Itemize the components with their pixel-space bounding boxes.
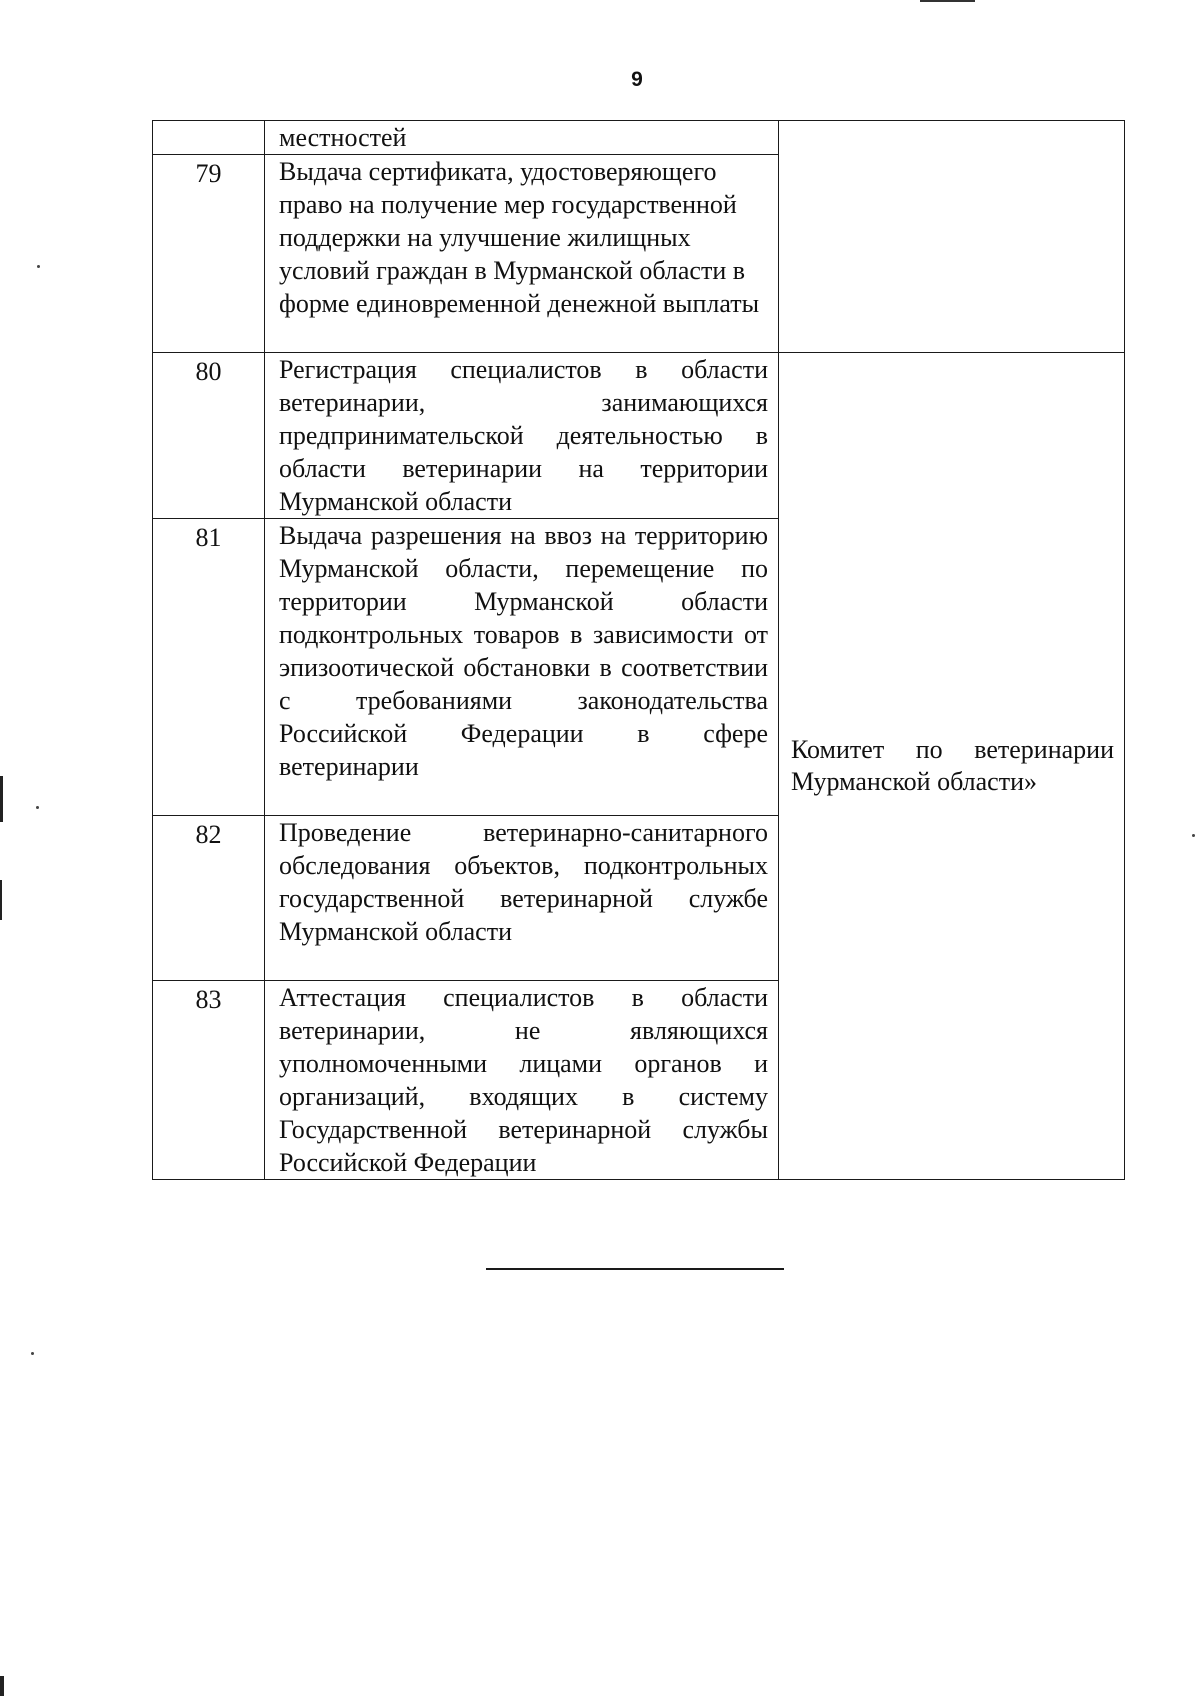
row-number: 81 [153, 519, 265, 816]
service-name: Аттестация специалистов в области ветеринарии, не являющихся уполномоченными лицами органов и организаций, входящих в систему Государственной ветеринарной службы Российской Федерации [265, 981, 779, 1180]
service-name: местностей [265, 121, 779, 155]
scan-speck [1192, 834, 1195, 837]
row-number: 82 [153, 816, 265, 981]
row-number: 80 [153, 353, 265, 519]
service-name: Выдача разрешения на ввоз на территорию Мурманской области, перемещение по территории Мурманской области подконтрольных товаров в зависимости от эпизоотической обстановки в соответствии с требованиями законодательства Российской Федерации в сфере ветеринарии [265, 519, 779, 816]
row-number: 83 [153, 981, 265, 1180]
table-row [153, 353, 1125, 519]
page-number: 9 [631, 68, 643, 91]
scan-edge-mark [0, 776, 3, 822]
row-number: 79 [153, 155, 265, 353]
service-name: Выдача сертификата, удостоверяющего право на получение мер государственной поддержки на улучшение жилищных условий граждан в Мурманской области в форме единовременной денежной выплаты [265, 155, 779, 353]
responsible-body: Комитет по ветеринарии Мурманской области» [779, 353, 1125, 1180]
scan-speck [37, 265, 40, 268]
row-number [153, 121, 265, 155]
scan-edge-mark [0, 880, 2, 920]
scan-speck [36, 806, 39, 809]
service-name: Регистрация специалистов в области ветеринарии, занимающихся предпринимательской деятельностью в области ветеринарии на территории Мурманской области [265, 353, 779, 519]
scan-top-mark [920, 0, 975, 2]
responsible-body-empty [779, 121, 1125, 353]
scan-edge-mark [0, 1676, 4, 1696]
service-name: Проведение ветеринарно-санитарного обследования объектов, подконтрольных государственной ветеринарной службе Мурманской области [265, 816, 779, 981]
end-of-document-rule [486, 1268, 784, 1270]
services-table [152, 120, 1125, 1180]
scan-speck [31, 1352, 34, 1355]
table-row [153, 121, 1125, 155]
